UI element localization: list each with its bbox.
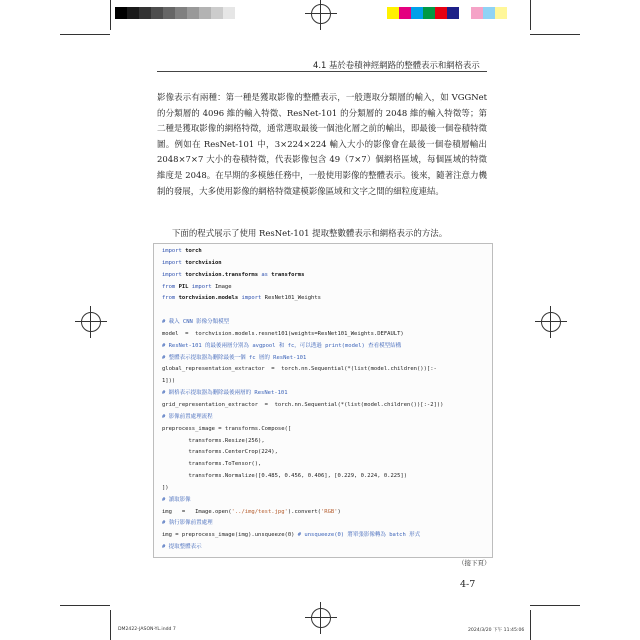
code-token: img = Image.open( <box>162 508 232 515</box>
code-token: ResNet101_Weights <box>264 295 321 302</box>
code-line <box>162 436 443 448</box>
code-line <box>162 317 443 329</box>
code-token: from <box>162 295 179 302</box>
code-line <box>162 471 443 483</box>
code-token: img = preprocess_image(img).unsqueeze(0) <box>162 532 298 539</box>
code-line <box>162 400 443 412</box>
continued-label: （接下頁） <box>458 559 491 567</box>
code-line <box>162 459 443 471</box>
code-token: # 網格表示提取器為刪除最後兩層的 ResNet-101 <box>162 390 288 397</box>
code-token: torchvision.transforms <box>185 271 259 278</box>
code-intro-text: 下面的程式展示了使用 ResNet-101 提取整數體表示和網格表示的方法。 <box>172 228 448 238</box>
code-token: model = torchvision.models.resnet101(weights=ResNet101_Weights.DEFAULT) <box>162 330 404 337</box>
code-token: # 執行影像前置處理 <box>162 520 213 527</box>
code-token: # 提取整體表示 <box>162 544 202 551</box>
registration-mark-left <box>81 312 101 332</box>
gray-calibration-bar <box>115 7 235 19</box>
crop-mark <box>60 34 110 35</box>
crop-mark <box>530 605 580 606</box>
code-line <box>162 246 443 258</box>
header-rule <box>157 71 487 72</box>
code-token: torchvision <box>185 259 222 266</box>
footer-timestamp: 2024/3/20 下午 11:45:06 <box>468 628 525 633</box>
registration-mark-top <box>311 4 331 24</box>
code-token: ).convert( <box>287 508 321 515</box>
code-line <box>162 518 443 530</box>
code-token: # ResNet-101 的最後兩層分別為 avgpool 和 fc，可以透過 print(model) 查看模型結構 <box>162 342 402 349</box>
code-line <box>162 282 443 294</box>
code-token: import <box>162 271 186 278</box>
code-token: grid_representation_extractor = torch.nn.Sequential(*(list(model.children())[:-2])) <box>162 401 444 408</box>
code-token: '../img/test.jpg' <box>231 508 288 515</box>
code-token: PIL <box>178 283 189 290</box>
code-token: torchvision.models <box>178 295 239 302</box>
registration-mark-bottom <box>311 608 331 628</box>
code-token: import <box>238 295 265 302</box>
code-line <box>162 329 443 341</box>
code-token: transforms.ToTensor(), <box>162 461 262 468</box>
code-line <box>162 353 443 365</box>
code-token: from <box>162 283 179 290</box>
code-token: import <box>162 259 186 266</box>
code-line <box>162 364 443 376</box>
code-token: preprocess_image = transforms.Compose([ <box>162 425 292 432</box>
crop-mark <box>110 0 111 30</box>
code-token: # 讀取影像 <box>162 496 191 503</box>
crop-mark <box>530 34 580 35</box>
code-line <box>162 447 443 459</box>
code-listing <box>153 243 493 558</box>
code-token: import <box>162 248 186 254</box>
code-line <box>162 388 443 400</box>
code-line <box>162 483 443 495</box>
code-line <box>162 341 443 353</box>
code-line <box>162 424 443 436</box>
section-header: 4.1 基於卷積神經網路的整體表示和網格表示 <box>313 60 480 70</box>
code-token: ) <box>337 508 341 515</box>
code-line <box>162 542 443 554</box>
footer-file-info: DM2422-JASON-YL.indd 7 <box>118 627 176 632</box>
code-token: Image <box>215 283 232 290</box>
code-token: transforms <box>271 271 305 278</box>
registration-mark-right <box>541 312 561 332</box>
body-paragraph: 影像表示有兩種：第一種是獲取影像的整體表示，一般選取分類層的輸入，如 VGGNet 的分類層的 4096 維的輸入特徵、ResNet-101 的分類層的 2048 維的輸入特徵等；第二種是獲取影像的網格特徵，通常選取最後一個池化層之前的輸出，即最後一個卷積特徵圖。例如在 ResNet-101 中，3×224×224 輸入大小的影像會在最後一個卷積層輸出 2048×7×7 大小的卷積特徵，代表影像包含 49（7×7）個網格區域，每個區域的特徵維度是 2048。在早期的多模態任務中，一般使用影像的整體表示。後來，隨著注意力機制的發展，大多使用影像的網格特徵建模影像區域和文字之間的細粒度連結。 <box>157 92 487 196</box>
code-token: transforms.Resize(256), <box>162 437 265 444</box>
code-token: transforms.CenterCrop(224), <box>162 449 278 456</box>
code-token: ]) <box>162 484 169 491</box>
code-line <box>162 530 443 542</box>
code-line <box>162 258 443 270</box>
code-token: torch <box>185 248 202 254</box>
code-line <box>162 305 443 317</box>
code-token: import <box>188 283 215 290</box>
code-token: global_representation_extractor = torch.nn.Sequential(*(list(model.children())[:- <box>162 366 437 373</box>
page-number: 4-7 <box>460 579 476 590</box>
code-token: transforms.Normalize([0.485, 0.456, 0.406], [0.229, 0.224, 0.225]) <box>162 473 408 480</box>
crop-mark <box>530 610 531 640</box>
code-token: 'RGB' <box>320 508 338 515</box>
code-token: # unsqueeze(0) 將單張影像轉為 batch 形式 <box>297 532 421 539</box>
crop-mark <box>60 605 110 606</box>
code-token: # 載入 CNN 影像分類模型 <box>162 319 230 326</box>
code-line <box>162 293 443 305</box>
crop-mark <box>110 610 111 640</box>
code-line <box>162 376 443 388</box>
code-block <box>162 246 443 554</box>
code-line <box>162 495 443 507</box>
code-token: # 影像前置處理流程 <box>162 413 213 420</box>
code-line <box>162 412 443 424</box>
crop-mark <box>530 0 531 30</box>
code-line <box>162 507 443 519</box>
color-calibration-bar <box>387 7 507 19</box>
code-token: # 整體表示提取器為刪除最後一個 fc 層的 ResNet-101 <box>162 354 307 361</box>
code-token: as <box>258 271 272 278</box>
code-token: 1])) <box>162 378 176 385</box>
code-line <box>162 270 443 282</box>
